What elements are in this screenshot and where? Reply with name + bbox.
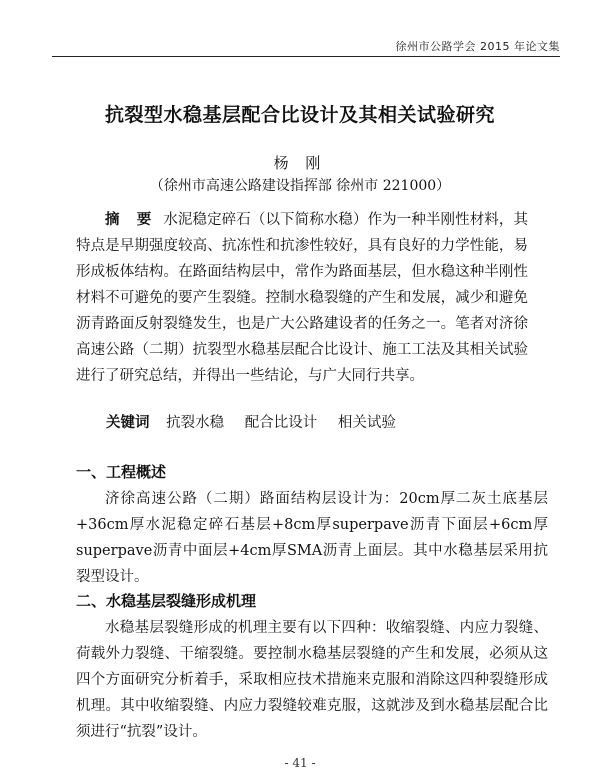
author-affiliation: （徐州市高速公路建设指挥部 徐州市 221000） [149,178,451,194]
abstract-label: 摘 要 [105,212,158,228]
keyword-item: 抗裂水稳 [166,415,225,431]
keyword-item: 配合比设计 [244,415,318,431]
header-rule [52,56,560,57]
section-paragraph-2: 水稳基层裂缝形成的机理主要有以下四种：收缩裂缝、内应力裂缝、荷载外力裂缝、干缩裂缝。要控制水稳基层裂缝的产生和发展，必须从这四个方面研究分析着手，采取相应技术措施来克服和消除这四种裂缝形成机理。其中收缩裂缝、内应力裂缝较难克服，这就涉及到水稳基层配合比须进行“抗裂”设计。 [76,620,548,740]
keywords [106,411,412,432]
abstract-text: 水泥稳定碎石（以下简称水稳）作为一种半刚性材料，其特点是早期强度较高、抗冻性和抗渗性较好，具有良好的力学性能，易形成板体结构。在路面结构层中，常作为路面基层，但水稳这种半刚性材料不可避免的要产生裂缝。控制水稳裂缝的产生和发展，减少和避免沥青路面反射裂缝发生，也是广大公路建设者的任务之一。笔者对济徐高速公路（二期）抗裂型水稳基层配合比设计、施工工法及其相关试验进行了研究总结，并得出一些结论，与广大同行共享。 [76,212,528,384]
section-heading-2: 二、水稳基层裂缝形成机理 [76,592,257,610]
running-header: 徐州市公路学会 2015 年论文集 [395,40,560,53]
keywords-label: 关键词 [106,415,150,431]
section-heading-1: 一、工程概述 [76,463,167,481]
author-name: 杨 刚 [273,154,327,172]
page-number: - 41 - [284,756,316,770]
keyword-item: 相关试验 [337,415,396,431]
section-paragraph-1: 济徐高速公路（二期）路面结构层设计为：20cm厚二灰土底基层+36cm厚水泥稳定碎石基层+8cm厚superpave沥青下面层+6cm厚superpave沥青中面层+4cm厚SMA沥青上面层。其中水稳基层采用抗裂型设计。 [76,491,548,585]
article-title: 抗裂型水稳基层配合比设计及其相关试验研究 [104,104,495,126]
abstract [76,207,528,389]
